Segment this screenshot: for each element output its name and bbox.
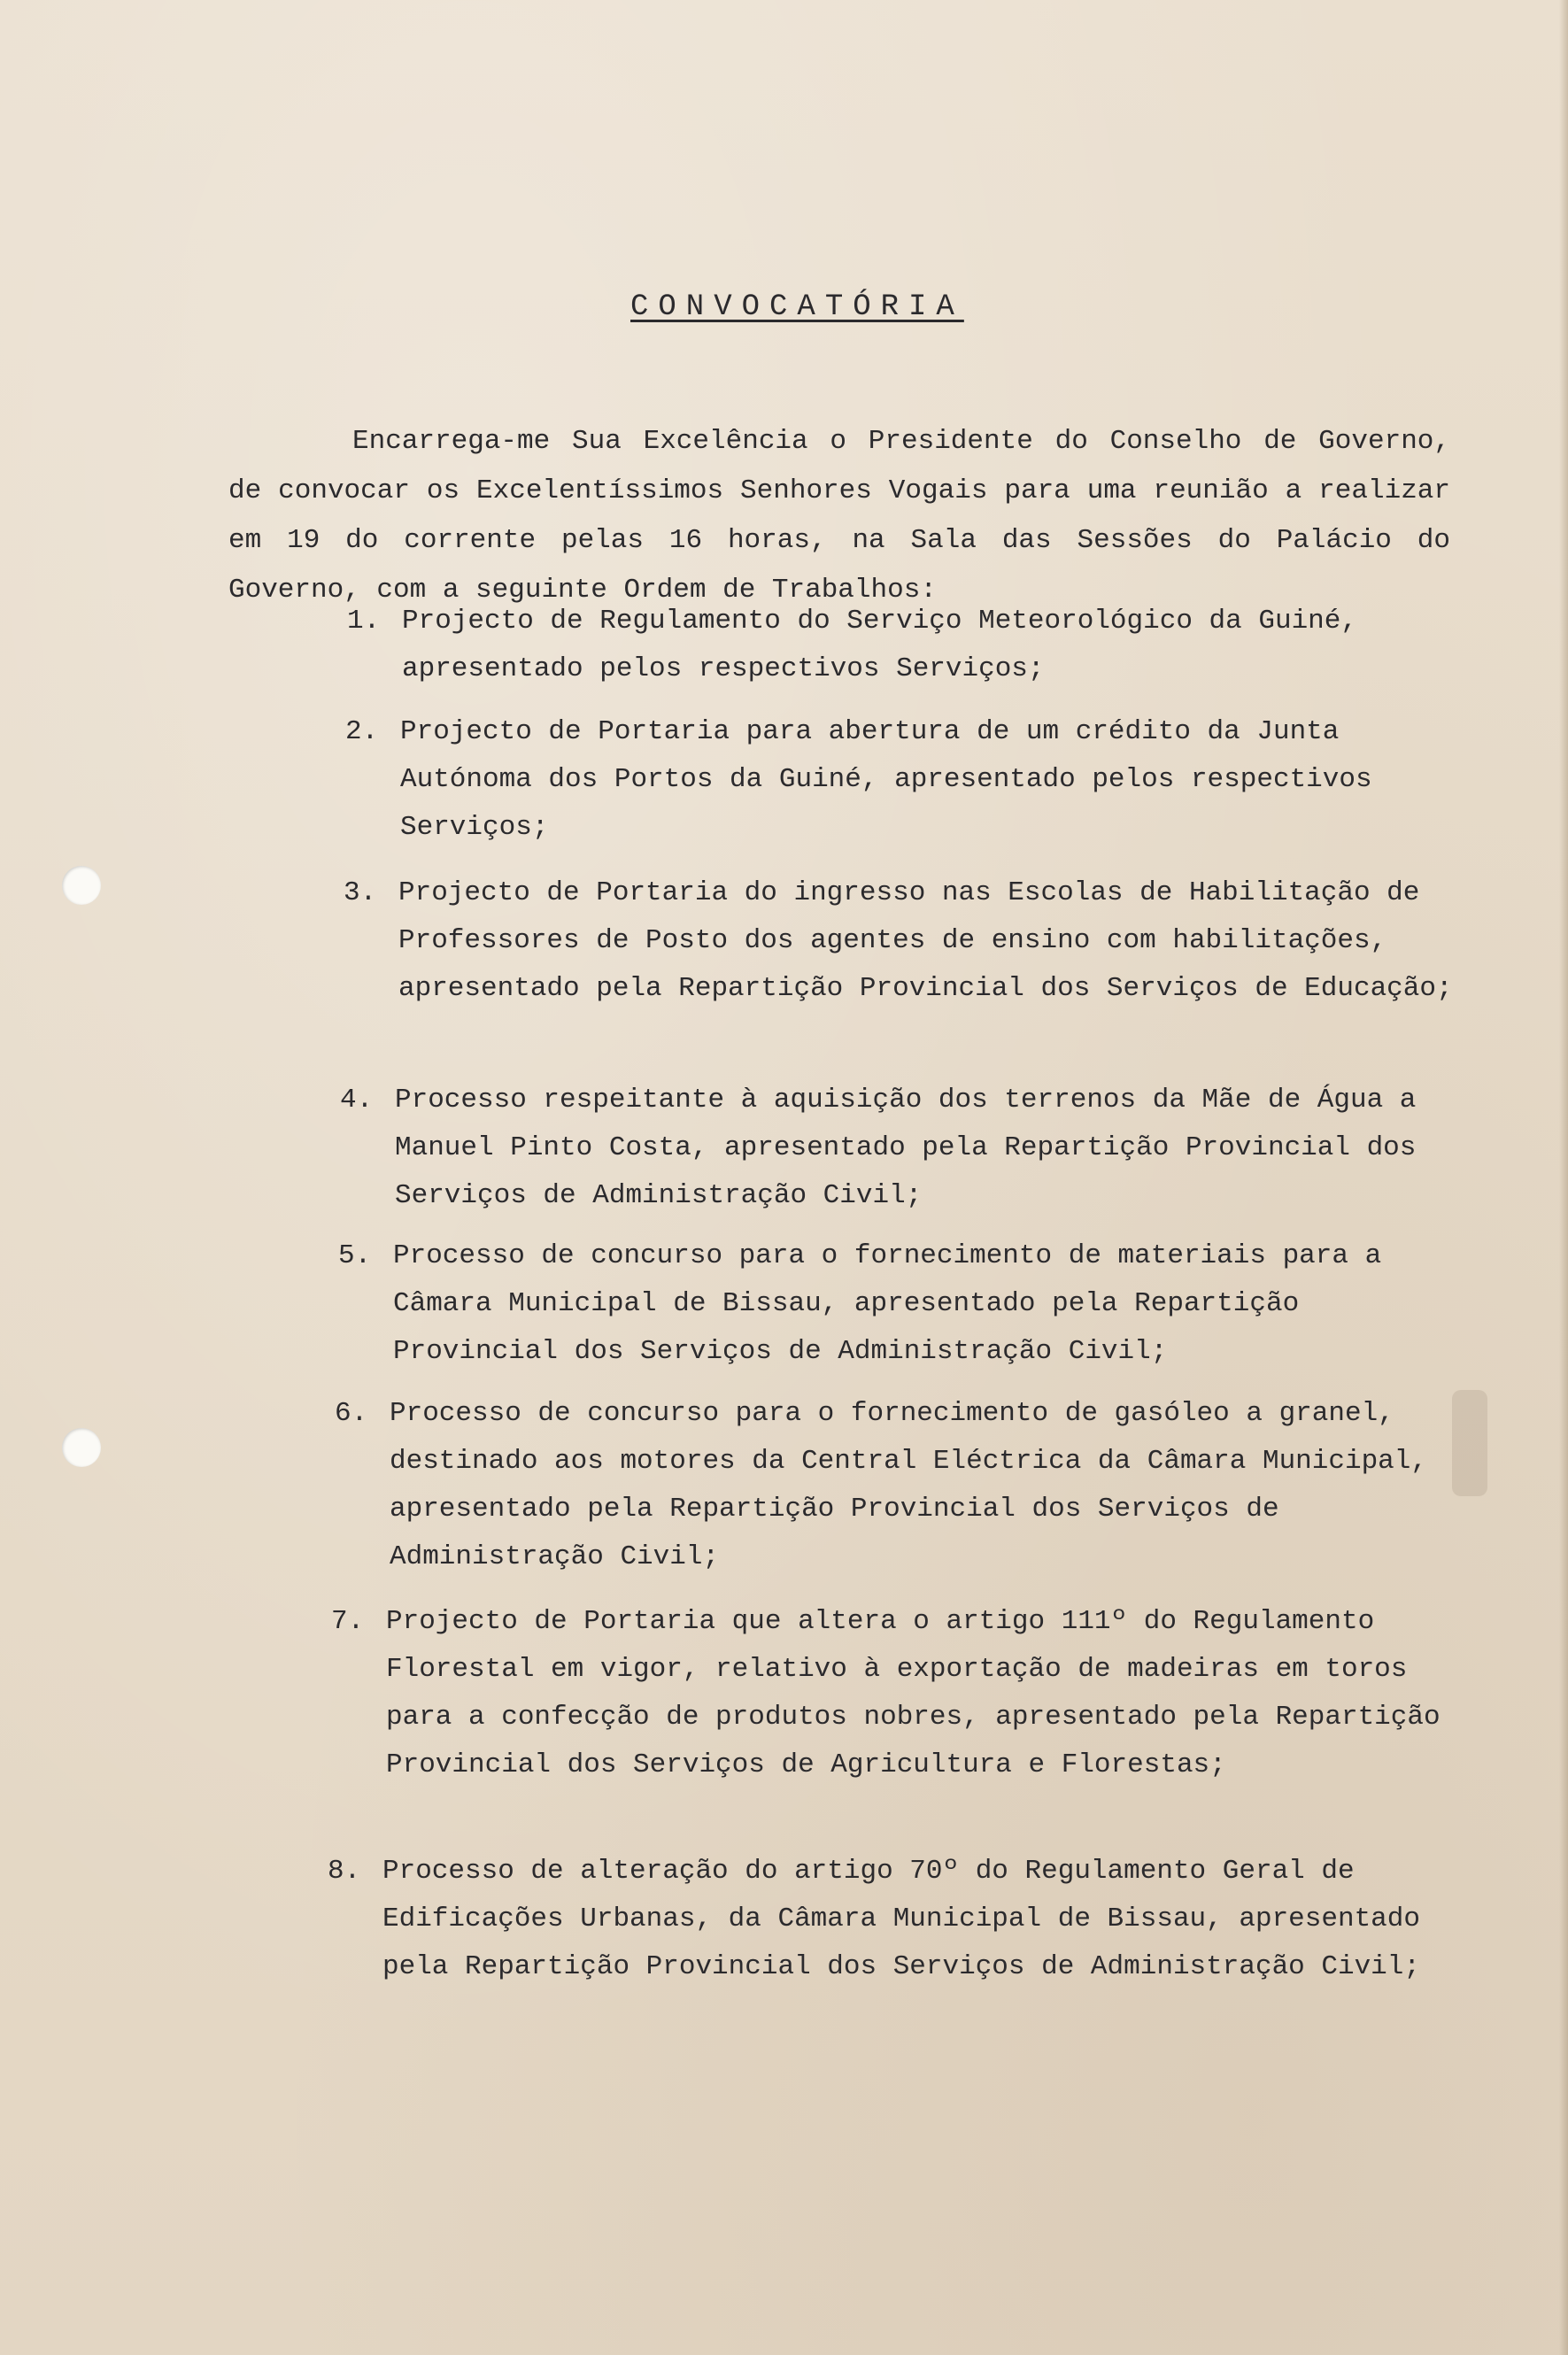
agenda-item-number: 3. xyxy=(344,877,377,908)
agenda-item-text: Projecto de Portaria para abertura de um crédito da Junta Autónoma dos Portos da Guiné, apresentado pelos respectivos Serviços; xyxy=(400,716,1372,843)
paper-stain xyxy=(1452,1390,1487,1496)
agenda-item xyxy=(338,1232,1456,1376)
agenda-item-number: 7. xyxy=(331,1606,365,1637)
agenda-item xyxy=(347,598,1464,693)
agenda-item-number: 5. xyxy=(338,1240,372,1271)
agenda-item xyxy=(345,708,1463,852)
agenda-item-text: Processo de concurso para o fornecimento de materiais para a Câmara Municipal de Bissau, apresentado pela Repartição Provincial dos Serviços de Administração Civil; xyxy=(393,1240,1382,1367)
agenda-item xyxy=(328,1848,1445,1991)
agenda-item-number: 2. xyxy=(345,716,379,747)
punch-hole xyxy=(62,866,101,905)
paper-edge xyxy=(1559,0,1568,2355)
agenda-item-text: Processo de concurso para o fornecimento de gasóleo a granel, destinado aos motores da Central Eléctrica da Câmara Municipal, apresentado pela Repartição Provincial dos Serviços de Administração Civil; xyxy=(390,1398,1427,1572)
agenda-item-number: 4. xyxy=(340,1085,374,1116)
agenda-item-text: Projecto de Regulamento do Serviço Meteorológico da Guiné, apresentado pelos respectivos Serviços; xyxy=(402,606,1357,684)
agenda-item-number: 1. xyxy=(347,606,381,637)
agenda-item xyxy=(340,1077,1457,1220)
punch-hole xyxy=(62,1428,101,1467)
agenda-item-number: 6. xyxy=(335,1398,368,1429)
document-title: CONVOCATÓRIA xyxy=(630,290,964,324)
agenda-item xyxy=(344,869,1461,1013)
agenda-item-text: Projecto de Portaria do ingresso nas Escolas de Habilitação de Professores de Posto dos agentes de ensino com habilitações, apresentado pela Repartição Provincial dos Serviços de Educação; xyxy=(398,877,1453,1004)
agenda-item xyxy=(335,1390,1452,1581)
agenda-item xyxy=(331,1598,1448,1789)
agenda-item-text: Projecto de Portaria que altera o artigo 111º do Regulamento Florestal em vigor, relativo à exportação de madeiras em toros para a confecção de produtos nobres, apresentado pela Repartição Provincial dos Serviços de Agricultura e Florestas; xyxy=(386,1606,1441,1780)
intro-paragraph: Encarrega-me Sua Excelência o Presidente do Conselho de Governo, de convocar os Excelentíssimos Senhores Vogais para uma reunião a realizar em 19 do corrente pelas 16 horas, na Sala das Sessões do Palácio do Governo, com a seguinte Ordem de Trabalhos: xyxy=(228,426,1450,606)
agenda-item-text: Processo de alteração do artigo 70º do Regulamento Geral de Edificações Urbanas, da Câmara Municipal de Bissau, apresentado pela Repartição Provincial dos Serviços de Administração Civil; xyxy=(382,1856,1420,1982)
agenda-item-text: Processo respeitante à aquisição dos terrenos da Mãe de Água a Manuel Pinto Costa, apresentado pela Repartição Provincial dos Serviços de Administração Civil; xyxy=(395,1085,1417,1211)
agenda-item-number: 8. xyxy=(328,1856,361,1887)
